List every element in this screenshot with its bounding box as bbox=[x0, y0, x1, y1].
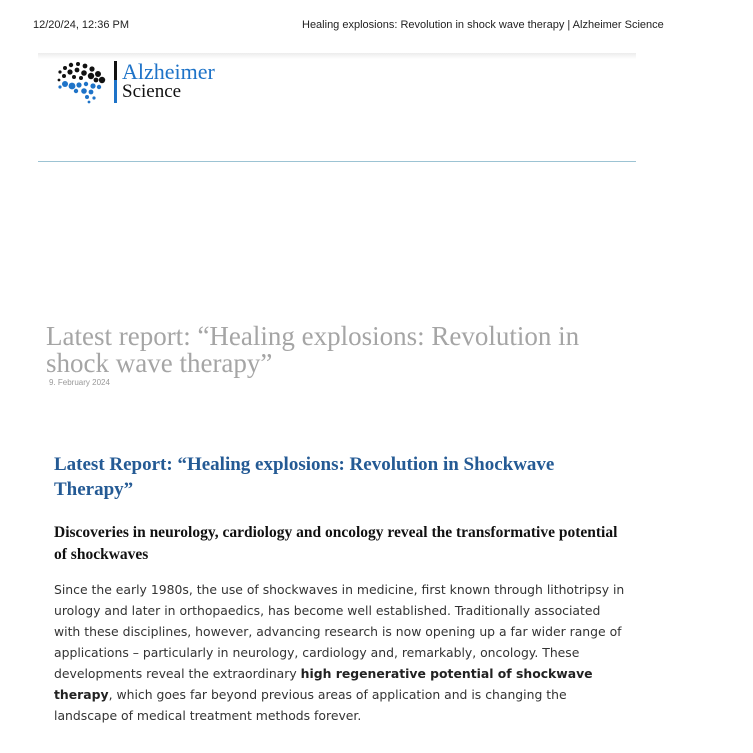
print-page-title: Healing explosions: Revolution in shock wave therapy | Alzheimer Science bbox=[302, 19, 664, 31]
print-header bbox=[0, 19, 753, 33]
article-paragraph bbox=[54, 579, 629, 726]
brain-dots-icon bbox=[56, 60, 108, 104]
article-heading: Latest Report: “Healing explosions: Revolution in Shockwave Therapy” bbox=[54, 454, 555, 500]
print-datetime: 12/20/24, 12:36 PM bbox=[33, 19, 130, 31]
paragraph-text-1: Since the early 1980s, the use of shockwaves in medicine, first known through lithotripsy in urology and later in orthopaedics, has become well established. Traditionally associated with these disciplines, however, advancing research is now opening up a far wider range of applications – particularly in neurology, cardiology and, remarkably, oncology. These developments reveal the extraordinary bbox=[54, 582, 625, 681]
article-subheading: Discoveries in neurology, cardiology and oncology reveal the transformative potential of shockwaves bbox=[54, 524, 618, 563]
logo-wordmark bbox=[122, 59, 215, 102]
article-content bbox=[54, 452, 629, 726]
publish-date: 9. February 2024 bbox=[49, 378, 110, 387]
logo-line-science: Science bbox=[122, 81, 182, 102]
page-title: Latest report: “Healing explosions: Revolution in shock wave therapy” bbox=[46, 321, 580, 378]
header-divider bbox=[38, 161, 636, 162]
logo-divider-bar bbox=[114, 61, 117, 103]
logo-line-alzheimer: Alzheimer bbox=[122, 59, 215, 84]
paragraph-bold-text: high regenerative potential of shockwave therapy bbox=[54, 666, 593, 702]
paragraph-text-2: , which goes far beyond previous areas of application and is changing the landscape of medical treatment methods forever. bbox=[54, 687, 567, 723]
site-logo[interactable] bbox=[56, 60, 215, 104]
